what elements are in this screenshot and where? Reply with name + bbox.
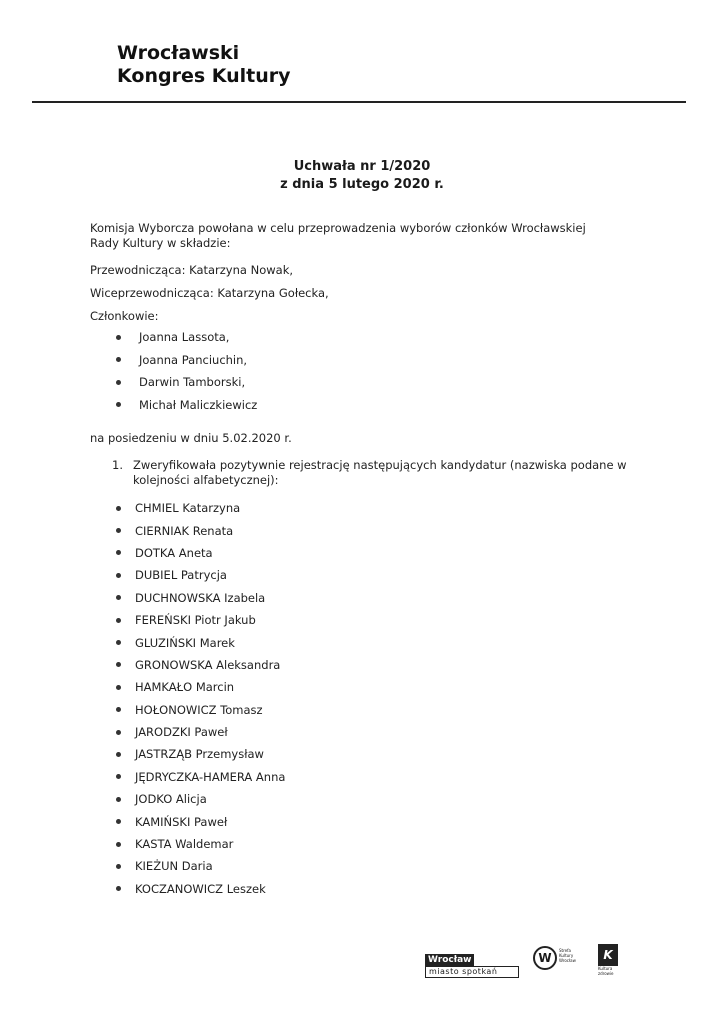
candidate-name: GLUZIŃSKI Marek — [135, 635, 235, 650]
list-item — [112, 497, 285, 519]
intro-paragraph — [90, 221, 586, 251]
organization-name-line2: Kongres Kultury — [117, 65, 291, 87]
candidate-name: GRONOWSKA Aleksandra — [135, 657, 281, 672]
kultura-mark: K — [598, 944, 618, 966]
list-item — [112, 743, 285, 765]
meeting-date-text: na posiedzeniu w dniu 5.02.2020 r. — [90, 431, 292, 445]
header-divider — [32, 101, 686, 103]
candidate-name: CIERNIAK Renata — [135, 523, 234, 538]
committee-members-list — [112, 326, 257, 416]
point-text: Zweryfikowała pozytywnie rejestrację następujących kandydatur (nazwiska podane w kolejności alfabetycznej): — [133, 458, 627, 487]
list-item — [112, 833, 285, 855]
list-item — [112, 394, 257, 417]
list-item — [112, 564, 285, 586]
point-number: 1. — [112, 458, 123, 472]
list-item — [112, 766, 285, 788]
candidate-name: KAMIŃSKI Paweł — [135, 814, 228, 829]
list-item — [112, 810, 285, 832]
bullet-icon — [116, 842, 121, 847]
bullet-icon — [116, 573, 121, 578]
bullet-icon — [116, 640, 121, 645]
bullet-icon — [116, 357, 121, 362]
list-item — [112, 676, 285, 698]
bullet-icon — [116, 550, 121, 555]
list-item — [112, 631, 285, 653]
candidate-name: JARODZKI Paweł — [135, 725, 228, 740]
bullet-icon — [116, 864, 121, 869]
candidate-name: DUBIEL Patrycja — [135, 568, 227, 583]
candidate-name: CHMIEL Katarzyna — [135, 501, 241, 516]
wroclaw-logo-bottom: miasto spotkań — [425, 966, 519, 978]
title-line1: Uchwała nr 1/2020 — [293, 159, 431, 174]
kultura-text: Kultura zdrowie — [598, 966, 614, 976]
list-item — [112, 519, 285, 541]
candidate-name: JODKO Alicja — [135, 792, 207, 807]
bullet-icon — [116, 595, 121, 600]
organization-name — [117, 42, 291, 88]
list-item — [112, 349, 257, 372]
intro-line2: Rady Kultury w składzie: — [90, 236, 231, 250]
bullet-icon — [116, 685, 121, 690]
bullet-icon — [116, 730, 121, 735]
list-item — [112, 855, 285, 877]
candidate-name: KASTA Waldemar — [135, 837, 234, 852]
wroclaw-logo-top: Wrocław — [425, 954, 474, 966]
list-item — [112, 788, 285, 810]
wroclaw-city-logo — [425, 947, 520, 976]
candidates-list — [112, 497, 285, 900]
list-item — [112, 542, 285, 564]
member-name: Darwin Tamborski, — [139, 375, 246, 390]
strefa-kultury-text: Strefa Kultury Wrocław — [559, 948, 576, 963]
candidate-name: DUCHNOWSKA Izabela — [135, 590, 266, 605]
candidate-name: DOTKA Aneta — [135, 545, 213, 560]
member-name: Joanna Lassota, — [139, 330, 230, 345]
intro-line1: Komisja Wyborcza powołana w celu przeprowadzenia wyborów członków Wrocławskiej — [90, 221, 586, 235]
organization-name-line1: Wrocławski — [117, 42, 240, 64]
committee-members-label: Członkowie: — [90, 309, 159, 323]
candidate-name: JĘDRYCZKA-HAMERA Anna — [135, 769, 286, 784]
list-item — [112, 721, 285, 743]
list-item — [112, 654, 285, 676]
committee-chair: Przewodnicząca: Katarzyna Nowak, — [90, 263, 294, 277]
candidate-name: KIEŻUN Daria — [135, 859, 213, 874]
member-name: Michał Maliczkiewicz — [139, 397, 258, 412]
candidate-name: HOŁONOWICZ Tomasz — [135, 702, 263, 717]
candidate-name: JASTRZĄB Przemysław — [135, 747, 264, 762]
list-item — [112, 371, 257, 394]
candidate-name: HAMKAŁO Marcin — [135, 680, 235, 695]
document-title — [0, 158, 724, 194]
strefa-kultury-logo — [533, 946, 576, 974]
bullet-icon — [116, 380, 121, 385]
bullet-icon — [116, 662, 121, 667]
committee-vice-chair: Wiceprzewodnicząca: Katarzyna Gołecka, — [90, 286, 329, 300]
member-name: Joanna Panciuchin, — [139, 352, 248, 367]
bullet-icon — [116, 335, 121, 340]
list-item — [112, 587, 285, 609]
footer-logos — [425, 944, 685, 984]
bullet-icon — [116, 528, 121, 533]
list-item — [112, 699, 285, 721]
candidate-name: KOCZANOWICZ Leszek — [135, 881, 266, 896]
bullet-icon — [116, 886, 121, 891]
bullet-icon — [116, 707, 121, 712]
list-item — [112, 878, 285, 900]
bullet-icon — [116, 402, 121, 407]
resolution-point-1 — [112, 458, 672, 488]
kultura-logo — [598, 944, 626, 974]
title-line2: z dnia 5 lutego 2020 r. — [280, 177, 444, 192]
list-item — [112, 326, 257, 349]
bullet-icon — [116, 506, 121, 511]
strefa-kultury-mark: W — [533, 946, 557, 970]
bullet-icon — [116, 752, 121, 757]
list-item — [112, 609, 285, 631]
candidate-name: FEREŃSKI Piotr Jakub — [135, 613, 256, 628]
bullet-icon — [116, 618, 121, 623]
bullet-icon — [116, 819, 121, 824]
bullet-icon — [116, 774, 121, 779]
bullet-icon — [116, 797, 121, 802]
